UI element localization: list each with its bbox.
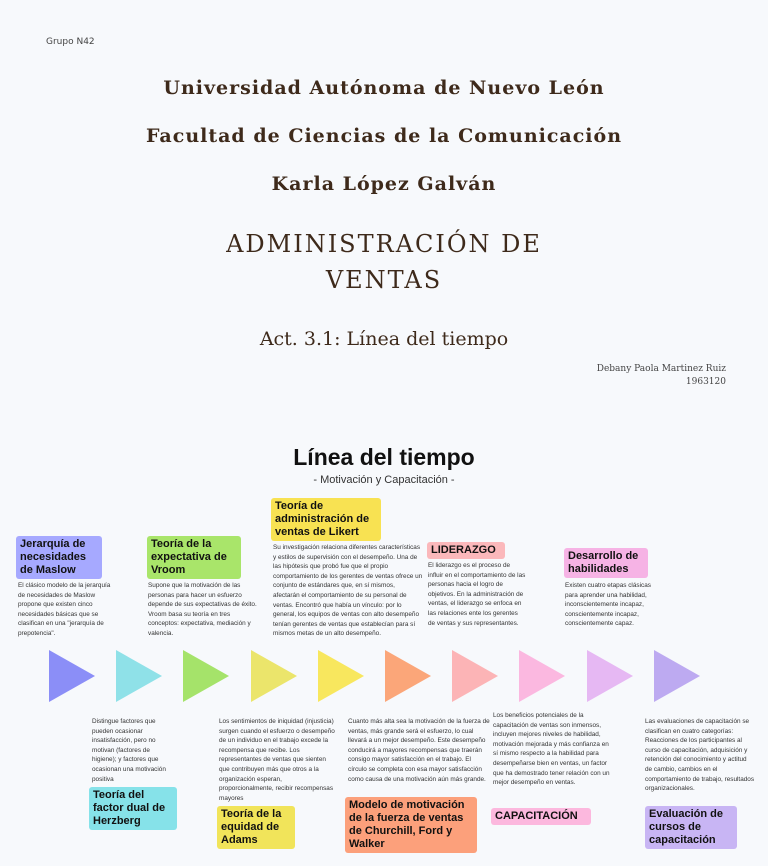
timeline-arrow-7 — [452, 650, 498, 702]
timeline-arrow-10 — [654, 650, 700, 702]
tag-habilidades: Desarrollo de habilidades — [564, 548, 648, 578]
subject-title — [0, 226, 768, 298]
tag-liderazgo: LIDERAZGO — [427, 542, 505, 559]
tag-capacitacion: CAPACITACIÓN — [491, 808, 591, 825]
timeline-arrow-6 — [385, 650, 431, 702]
tag-herzberg: Teoría del factor dual de Herzberg — [89, 787, 177, 830]
desc-habilidades: Existen cuatro etapas clásicas para aprender una habilidad, inconscientemente incapaz, conscientemente incapaz, conscientemente capaz. — [565, 582, 651, 628]
timeline-arrow-1 — [49, 650, 95, 702]
desc-herzberg: Distingue factores que pueden ocasionar insatisfacción, pero no motivan (factores de higiene); y factores que ocasionan una motivación positiva — [92, 718, 166, 783]
subject-line-1: ADMINISTRACIÓN DE — [226, 230, 542, 258]
timeline-arrow-3 — [183, 650, 229, 702]
tag-maslow: Jerarquía de necesidades de Maslow — [16, 536, 102, 579]
timeline-arrow-9 — [587, 650, 633, 702]
timeline-arrow-5 — [318, 650, 364, 702]
timeline-subtitle: - Motivación y Capacitación - — [313, 474, 455, 486]
timeline-arrow-8 — [519, 650, 565, 702]
university-name: Universidad Autónoma de Nuevo León — [163, 77, 605, 99]
tag-evaluacion: Evaluación de cursos de capacitación — [645, 806, 737, 849]
desc-vroom: Supone que la motivación de las personas para hacer un esfuerzo depende de sus expectativas de éxito. Vroom basa su teoría en tres conceptos: expectativa, mediación y valencia. — [148, 582, 257, 637]
timeline-arrow-2 — [116, 650, 162, 702]
tag-vroom: Teoría de la expectativa de Vroom — [147, 536, 241, 579]
desc-churchill: Cuanto más alta sea la motivación de la fuerza de ventas, más grande será el esfuerzo, lo cual llevará a un mejor desempeño. Este desempeño conducirá a mayores recompensas que traerán consigo mayor satisfacción en el trabajo. El círculo se completa con esa mayor satisfacción como causa de una motivación aún más grande. — [348, 718, 490, 783]
tag-adams: Teoría de la equidad de Adams — [217, 806, 295, 849]
faculty-name: Facultad de Ciencias de la Comunicación — [145, 125, 623, 147]
student-name: Debany Paola Martinez Ruiz — [596, 364, 726, 374]
subject-line-2: VENTAS — [325, 266, 443, 294]
student-id: 1963120 — [685, 377, 726, 387]
desc-likert: Su investigación relaciona diferentes características y estilos de supervisión con el desempeño. Una de las hipótesis que probó fue que el propio comportamiento de los gerentes de ventas ofrece un conjunto de estándares que, en sí mismos, afectarán el comportamiento de su personal de ventas. Encontró que había un vínculo: por lo general, los equipos de ventas con alto desempeño tenían gerentes de ventas que establecían para sí mismos metas de un alto desempeño. — [273, 544, 423, 638]
activity-title: Act. 3.1: Línea del tiempo — [259, 328, 509, 350]
group-label: Grupo N42 — [46, 37, 95, 47]
tag-likert: Teoría de administración de ventas de Likert — [271, 498, 381, 541]
timeline-arrow-4 — [251, 650, 297, 702]
teacher-name: Karla López Galván — [271, 173, 497, 195]
desc-adams: Los sentimientos de iniquidad (injusticia) surgen cuando el esfuerzo o desempeño de un individuo en el trabajo excede la recompensa que recibe. Los representantes de ventas que sienten que contribuyen más que otros a la organización esperan, proporcionalmente, recibir recompensas mayores — [219, 718, 335, 802]
tag-churchill: Modelo de motivación de la fuerza de ventas de Churchill, Ford y Walker — [345, 797, 477, 853]
desc-maslow: El clásico modelo de la jerarquía de necesidades de Maslow propone que existen cinco necesidades básicas que se clasifican en una "jerarquía de prepotencia". — [18, 582, 111, 637]
timeline-title: Línea del tiempo — [293, 444, 475, 470]
desc-capacitacion: Los beneficios potenciales de la capacitación de ventas son inmensos, incluyen mejores niveles de habilidad, motivación mejorada y más confianza en sí mismo respecto a la habilidad para desempeñarse bien en ventas, un factor que ha demostrado tener relación con un mejor desempeño en ventas. — [493, 712, 610, 787]
desc-liderazgo: El liderazgo es el proceso de influir en el comportamiento de las personas hacia el logro de objetivos. En la administración de ventas, el liderazgo se enfoca en las relaciones ente los gerentes de ventas y sus representantes. — [428, 562, 526, 627]
desc-evaluacion: Las evaluaciones de capacitación se clasifican en cuatro categorías: Reacciones de los participantes al curso de capacitación, adquisición y retención del conocimiento y actitud de cambio, cambios en el comportamiento de trabajo, resultados organizacionales. — [645, 718, 755, 793]
